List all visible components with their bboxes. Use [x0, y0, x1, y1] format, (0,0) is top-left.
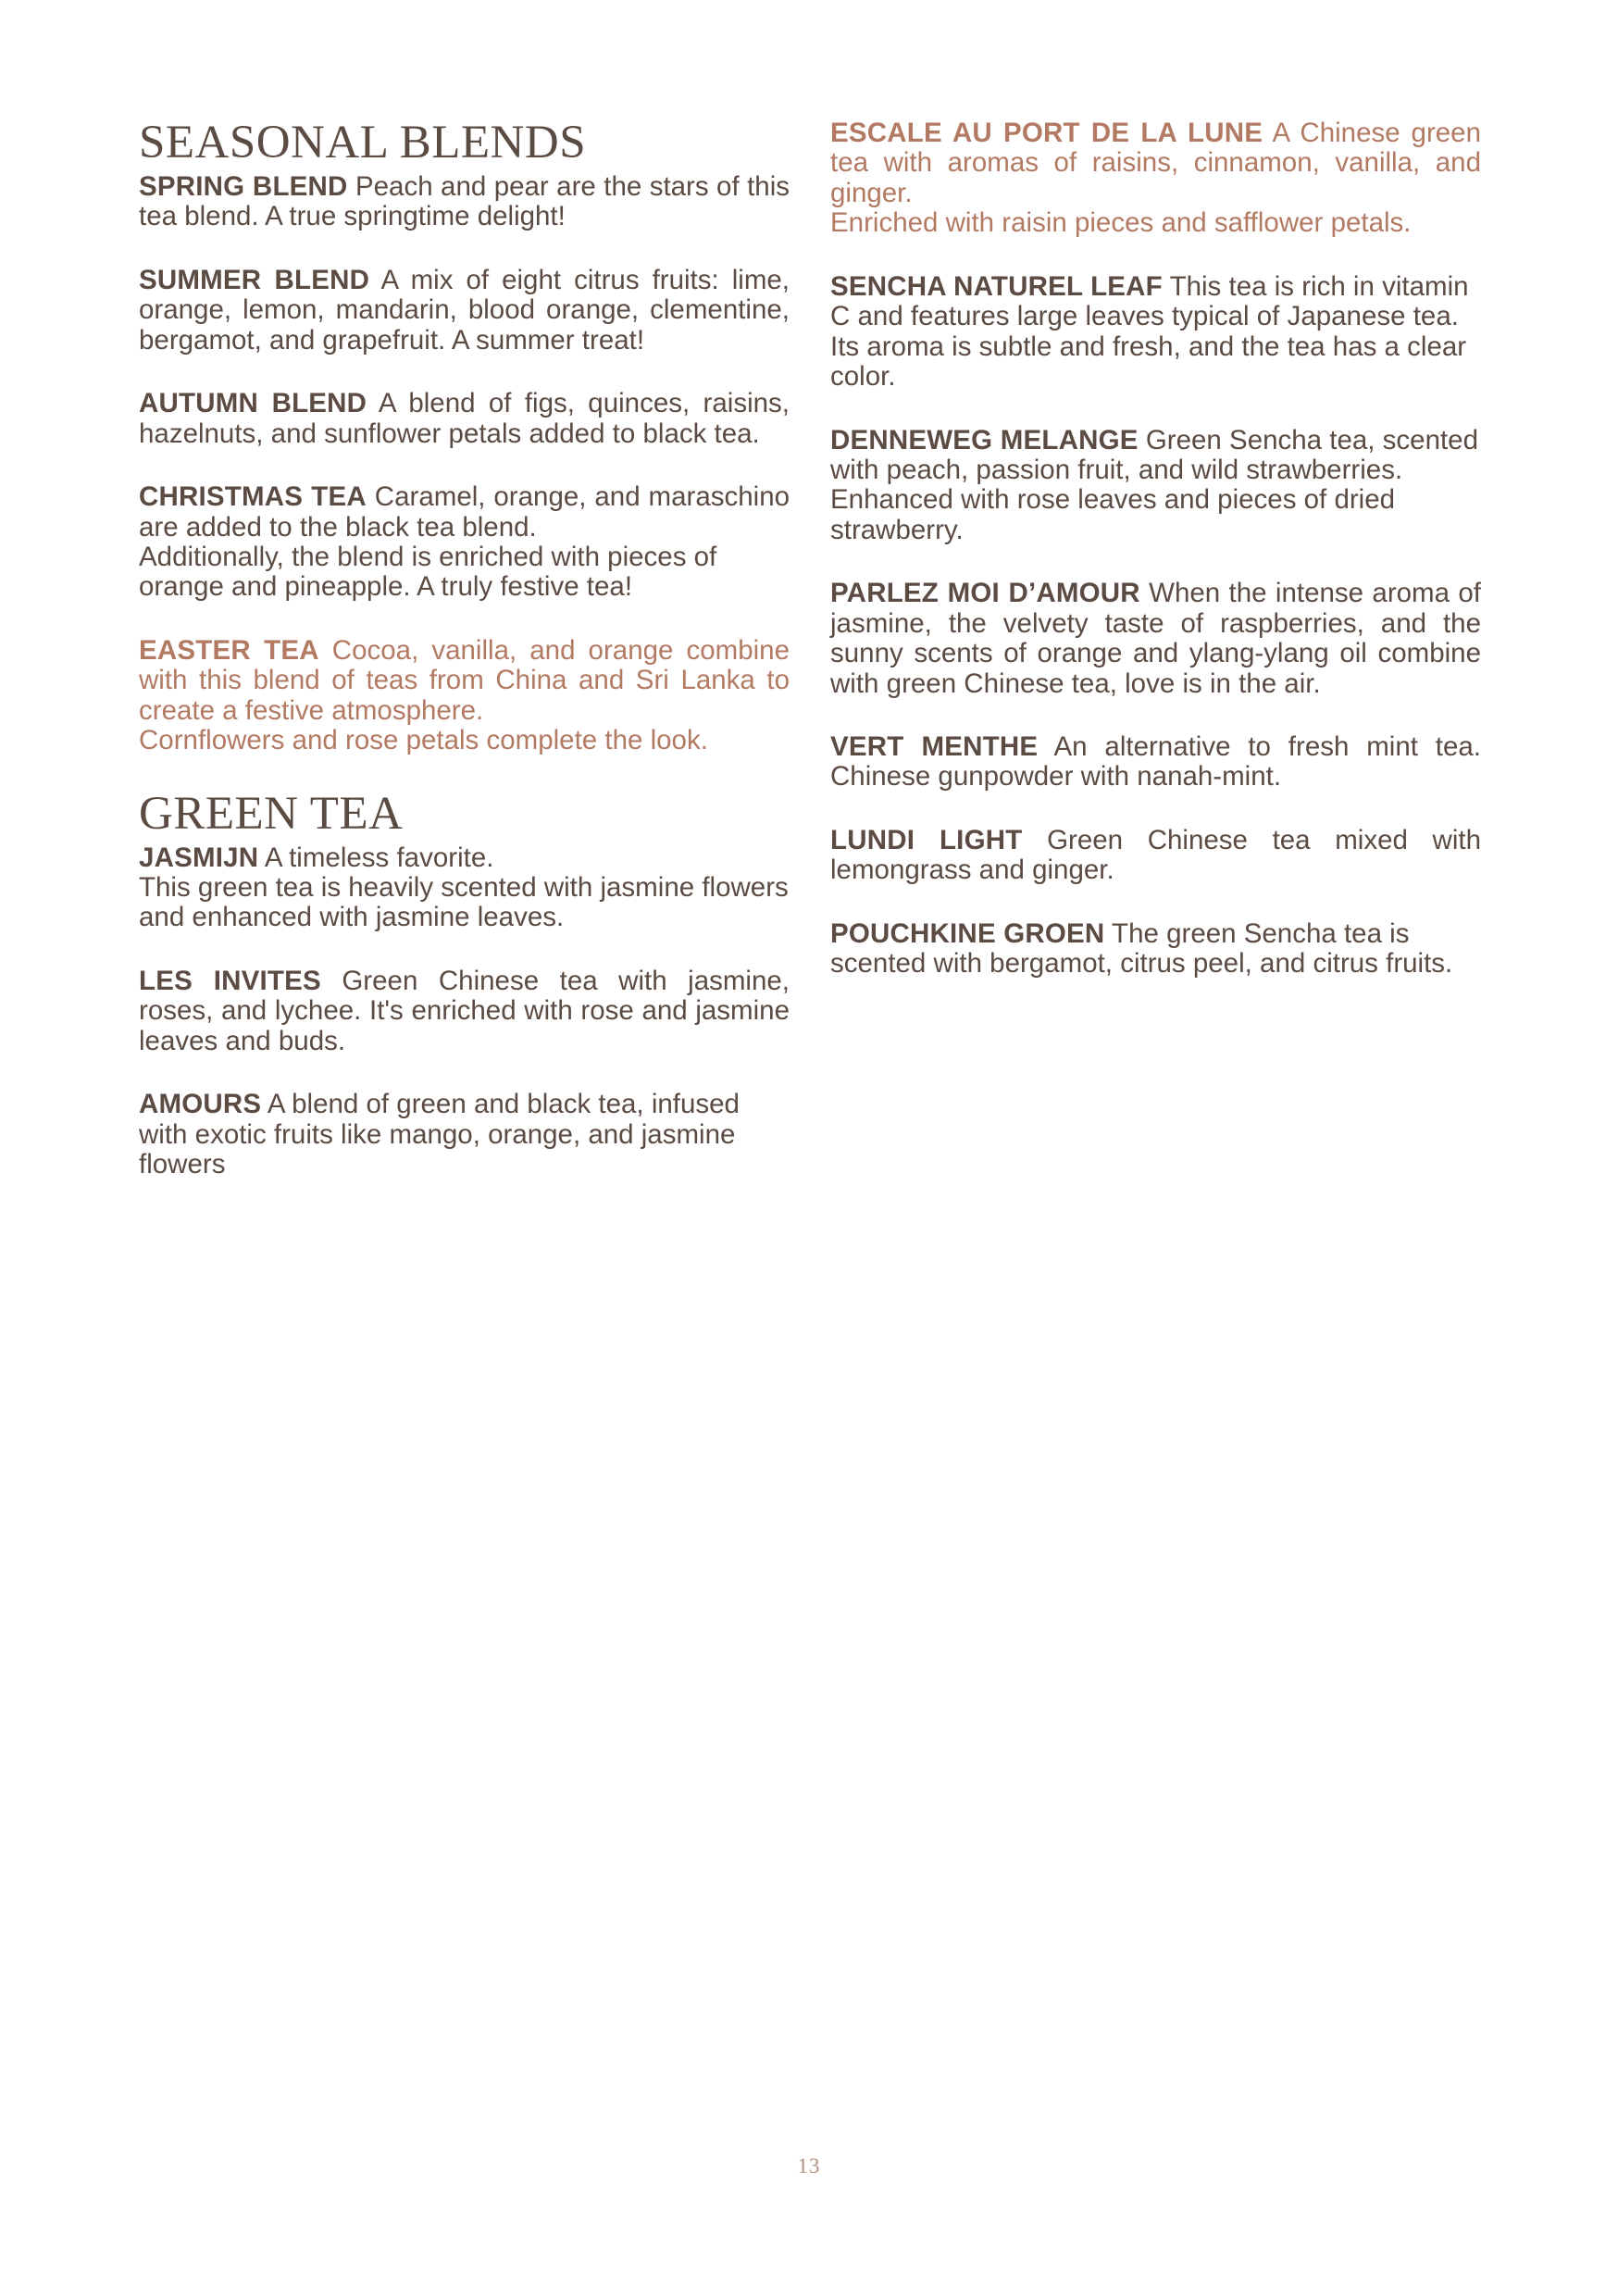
section-heading-seasonal-blends: SEASONAL BLENDS: [139, 117, 587, 168]
left-column: [139, 119, 790, 1180]
entry-name: DENNEWEG MELANGE: [830, 424, 1139, 455]
entry-name: PARLEZ MOI D’AMOUR: [830, 578, 1140, 609]
entry-text: [139, 266, 790, 356]
entry-name: SENCHA NATUREL LEAF: [830, 270, 1163, 302]
menu-entry-parlez-moi-damour: [830, 579, 1481, 699]
menu-entry-easter-tea: [139, 636, 790, 756]
entry-text: [830, 732, 1481, 792]
entry-description: A mix of eight citrus fruits: lime, orange, lemon, mandarin, blood orange, clementine, bergamot, and grapefruit. A summer treat!: [139, 264, 790, 356]
entry-description: Green Chinese tea with jasmine, roses, and lychee. It's enriched with rose and jasmine leaves and buds.: [139, 965, 790, 1056]
entry-text: [139, 482, 790, 543]
entry-name: POUCHKINE GROEN: [830, 917, 1105, 949]
entry-text: [139, 1090, 790, 1179]
entry-text: [139, 389, 790, 449]
entry-description: Green Sencha tea, scented with peach, passion fruit, and wild strawberries. Enhanced with rose leaves and pieces of dried strawberry.: [830, 424, 1478, 545]
entry-description: A blend of figs, quinces, raisins, hazelnuts, and sunflower petals added to black tea.: [139, 388, 790, 449]
entry-description: This tea is rich in vitamin C and features large leaves typical of Japanese tea. Its aroma is subtle and fresh, and the tea has a clear color.: [830, 270, 1469, 393]
entry-name: SUMMER BLEND: [139, 264, 370, 295]
entry-description-continued: Enriched with raisin pieces and safflower petals.: [830, 207, 1412, 239]
entry-text: [139, 172, 790, 232]
entry-description: When the intense aroma of jasmine, the velvety taste of raspberries, and the sunny scents of orange and ylang-ylang oil combine with green Chinese tea, love is in the air.: [830, 578, 1481, 699]
entry-name: AMOURS: [139, 1089, 262, 1120]
entry-description: Caramel, orange, and maraschino are added to the black tea blend.: [139, 481, 790, 543]
menu-entry-summer-blend: [139, 266, 790, 356]
entry-text: [139, 636, 790, 726]
entry-name: JASMIJN: [139, 842, 259, 873]
entry-text: [830, 119, 1481, 208]
entry-description: A timeless favorite.: [258, 842, 494, 873]
entry-name: EASTER TEA: [139, 634, 319, 666]
menu-entry-escale-au-port-de-la-lune: [830, 119, 1481, 239]
entry-text: [830, 579, 1481, 699]
entry-description: Peach and pear are the stars of this tea blend. A true springtime delight!: [139, 171, 790, 232]
entry-text: [830, 426, 1481, 546]
entry-name: LUNDI LIGHT: [830, 824, 1023, 855]
entry-name: SPRING BLEND: [139, 171, 348, 203]
entry-description: An alternative to fresh mint tea. Chinese gunpowder with nanah-mint.: [830, 731, 1481, 792]
entry-text: [830, 826, 1481, 886]
menu-entry-autumn-blend: [139, 389, 790, 449]
entry-description: The green Sencha tea is scented with bergamot, citrus peel, and citrus fruits.: [830, 917, 1453, 980]
menu-entry-vert-menthe: [830, 732, 1481, 792]
menu-entry-jasmijn: [139, 843, 790, 933]
entry-text: [139, 843, 790, 873]
menu-entry-les-invites: [139, 967, 790, 1056]
entry-name: CHRISTMAS TEA: [139, 481, 367, 513]
entry-name: ESCALE AU PORT DE LA LUNE: [830, 118, 1263, 148]
entry-name: AUTUMN BLEND: [139, 388, 367, 419]
entry-text: [139, 967, 790, 1056]
menu-entry-denneweg-melange: [830, 426, 1481, 546]
entry-description: A blend of green and black tea, infused with exotic fruits like mango, orange, and jasmine flowers: [139, 1089, 740, 1180]
menu-entry-christmas-tea: [139, 482, 790, 603]
entry-description: Cocoa, vanilla, and orange combine with this blend of teas from China and Sri Lanka to create a festive atmosphere.: [139, 634, 790, 726]
entry-name: LES INVITES: [139, 965, 321, 996]
menu-entry-amours: [139, 1090, 790, 1179]
two-column-layout: [139, 119, 1481, 1180]
entry-name: VERT MENTHE: [830, 731, 1039, 762]
entry-description-continued: This green tea is heavily scented with jasmine flowers and enhanced with jasmine leaves.: [139, 872, 789, 933]
entry-text: [830, 919, 1481, 980]
section-heading-green-tea: GREEN TEA: [139, 787, 404, 840]
entry-text: [830, 272, 1481, 393]
entry-description-continued: Additionally, the blend is enriched with pieces of orange and pineapple. A truly festive tea!: [139, 541, 717, 603]
menu-entry-spring-blend: [139, 172, 790, 232]
entry-description-continued: Cornflowers and rose petals complete the look.: [139, 725, 708, 756]
entry-description: Green Chinese tea mixed with lemongrass and ginger.: [830, 824, 1481, 886]
menu-entry-lundi-light: [830, 826, 1481, 886]
menu-entry-sencha-naturel-leaf: [830, 272, 1481, 393]
right-column: [830, 119, 1481, 980]
entry-description: A Chinese green tea with aromas of raisins, cinnamon, vanilla, and ginger.: [830, 118, 1481, 208]
page-number: 13: [797, 2154, 821, 2177]
menu-entry-pouchkine-groen: [830, 919, 1481, 980]
